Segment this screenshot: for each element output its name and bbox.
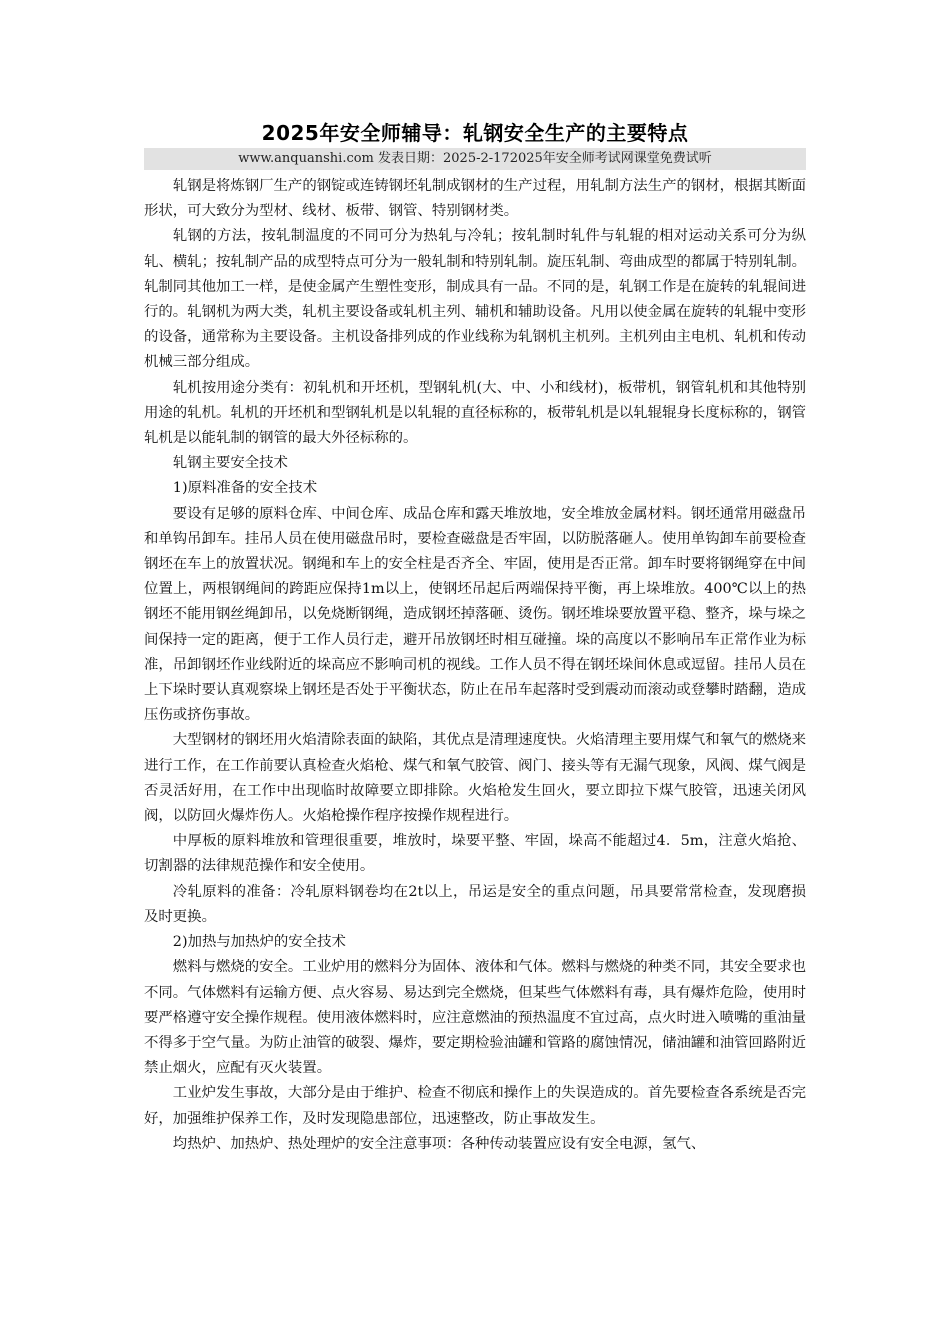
paragraph: 中厚板的原料堆放和管理很重要，堆放时，垛要平整、牢固，垛高不能超过4．5m，注意火焰抢、切割器的法律规范操作和安全使用。 <box>144 833 806 875</box>
subsection-heading: 1)原料准备的安全技术 <box>172 480 318 497</box>
publish-info-bar: www.anquanshi.com 发表日期：2025-2-172025年安全师考试网课堂免费试听 <box>144 148 806 170</box>
paragraph: 要设有足够的原料仓库、中间仓库、成品仓库和露天堆放地，安全堆放金属材料。钢坯通常用磁盘吊和单钩吊卸车。挂吊人员在使用磁盘吊时，要检查磁盘是否牢固，以防脱落砸人。使用单钩卸车前要检查钢坯在车上的放置状况。钢绳和车上的安全柱是否齐全、牢固，使用是否正常。卸车时要将钢绳穿在中间位置上，两根钢绳间的跨距应保持1m以上，使钢坯吊起后两端保持平衡，再上垛堆放。400℃以上的热钢坯不能用钢丝绳卸吊，以免烧断钢绳，造成钢坯掉落砸、烫伤。钢坯堆垛要放置平稳、整齐，垛与垛之间保持一定的距离，便于工作人员行走，避开吊放钢坯时相互碰撞。垛的高度以不影响吊车正常作业为标准，吊卸钢坯作业线附近的垛高应不影响司机的视线。工作人员不得在钢坯垛间休息或逗留。挂吊人员在上下垛时要认真观察垛上钢坯是否处于平衡状态，防止在吊车起落时受到震动而滚动或登攀时踏翻，造成压伤或挤伤事故。 <box>144 505 806 724</box>
article-body <box>144 174 806 1157</box>
paragraph: 冷轧原料的准备：冷轧原料钢卷均在2t以上，吊运是安全的重点问题，吊具要常常检查，发现磨损及时更换。 <box>144 883 806 925</box>
paragraph: 均热炉、加热炉、热处理炉的安全注意事项：各种传动装置应设有安全电源，氢气、 <box>172 1135 706 1152</box>
paragraph: 轧机按用途分类有：初轧机和开坯机，型钢轧机(大、中、小和线材)，板带机，钢管轧机和其他特别用途的轧机。轧机的开坯机和型钢轧机是以轧辊的直径标称的，板带轧机是以轧辊辊身长度标称的，钢管轧机是以能轧制的钢管的最大外径标称的。 <box>144 379 806 447</box>
paragraph: 工业炉发生事故，大部分是由于维护、检查不彻底和操作上的失误造成的。首先要检查各系统是否完好，加强维护保养工作，及时发现隐患部位，迅速整改，防止事故发生。 <box>144 1085 806 1127</box>
paragraph: 大型钢材的钢坯用火焰清除表面的缺陷，其优点是清理速度快。火焰清理主要用煤气和氧气的燃烧来进行工作，在工作前要认真检查火焰枪、煤气和氧气胶管、阀门、接头等有无漏气现象，风阀、煤气阀是否灵活好用，在工作中出现临时故障要立即排除。火焰枪发生回火，要立即拉下煤气胶管，迅速关闭风阀，以防回火爆炸伤人。火焰枪操作程序按操作规程进行。 <box>144 732 806 825</box>
paragraph: 燃料与燃烧的安全。工业炉用的燃料分为固体、液体和气体。燃料与燃烧的种类不同，其安全要求也不同。气体燃料有运输方便、点火容易、易达到完全燃烧，但某些气体燃料有毒，具有爆炸危险，使用时要严格遵守安全操作规程。使用液体燃料时，应注意燃油的预热温度不宜过高，点火时进入喷嘴的重油量不得多于空气量。为防止油管的破裂、爆炸，要定期检验油罐和管路的腐蚀情况，储油罐和油管回路附近禁止烟火，应配有灭火装置。 <box>144 959 806 1077</box>
document-page <box>144 118 806 1157</box>
document-title: 2025年安全师辅导：轧钢安全生产的主要特点 <box>261 121 689 145</box>
paragraph: 轧钢的方法，按轧制温度的不同可分为热轧与冷轧；按轧制时轧件与轧辊的相对运动关系可分为纵轧、横轧；按轧制产品的成型特点可分为一般轧制和特别轧制。旋压轧制、弯曲成型的都属于特别轧制。轧制同其他加工一样，是使金属产生塑性变形，制成具有一品。不同的是，轧钢工作是在旋转的轧辊间进行的。轧钢机为两大类，轧机主要设备或轧机主列、辅机和辅助设备。凡用以使金属在旋转的轧辊中变形的设备，通常称为主要设备。主机设备排列成的作业线称为轧钢机主机列。主机列由主电机、轧机和传动机械三部分组成。 <box>144 228 806 371</box>
paragraph: 轧钢是将炼钢厂生产的钢锭或连铸钢坯轧制成钢材的生产过程，用轧制方法生产的钢材，根据其断面形状，可大致分为型材、线材、板带、钢管、特别钢材类。 <box>144 178 806 220</box>
section-heading: 轧钢主要安全技术 <box>172 455 288 472</box>
subsection-heading: 2)加热与加热炉的安全技术 <box>172 934 346 951</box>
